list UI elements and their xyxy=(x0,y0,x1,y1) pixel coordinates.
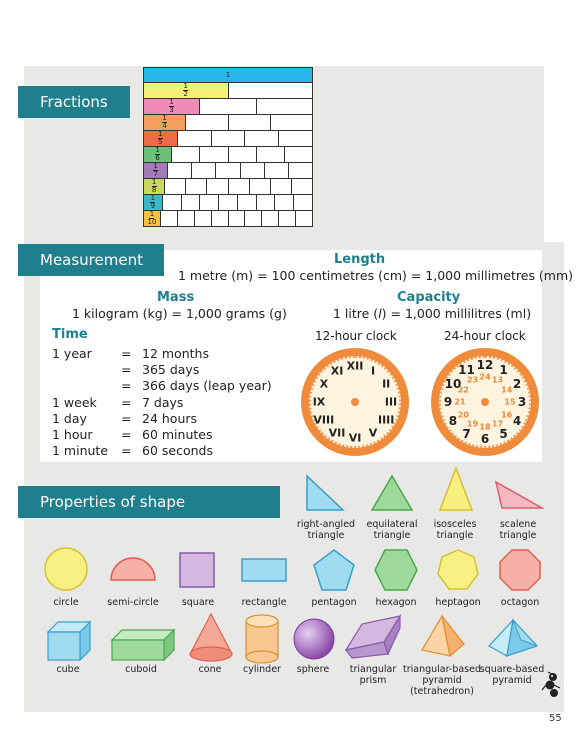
fraction-cell xyxy=(192,163,216,178)
fraction-cell xyxy=(271,115,312,130)
time-eq: = xyxy=(121,378,132,394)
fraction-cell xyxy=(144,83,229,98)
fraction-cell xyxy=(207,179,228,194)
ant-mascot-icon xyxy=(540,672,566,698)
fraction-cell xyxy=(219,195,238,210)
clock-24h-numeral: 21 xyxy=(454,397,466,407)
fraction-row xyxy=(143,83,313,99)
time-value: 60 minutes xyxy=(142,427,213,442)
square-based-pyramid-icon xyxy=(487,618,539,658)
clock-numeral: II xyxy=(382,377,391,391)
clock-24h-numeral: 19 xyxy=(466,419,479,429)
isosceles-triangle-icon xyxy=(436,466,476,512)
scalene-triangle-icon xyxy=(494,480,544,510)
fraction-cell xyxy=(279,211,296,226)
circle-icon xyxy=(43,546,89,592)
solid-label xyxy=(480,664,544,686)
solid-label xyxy=(243,664,281,675)
fraction-cell xyxy=(241,163,265,178)
time-value: 366 days (leap year) xyxy=(142,378,272,394)
fraction-cell xyxy=(200,195,219,210)
clock-24h-numeral: 13 xyxy=(491,375,504,385)
triangle-label-line: triangle xyxy=(373,530,411,541)
fraction-cell xyxy=(229,115,271,130)
time-value: 60 seconds xyxy=(142,443,213,459)
time-unit: 1 minute xyxy=(52,443,109,459)
shape-label-line: heptagon xyxy=(435,597,481,608)
fraction-label: $\frac{1}{3}$ xyxy=(169,98,174,114)
triangular-prism-icon xyxy=(344,614,402,660)
triangle-label-line: right-angled xyxy=(296,519,356,530)
clock-numeral: 3 xyxy=(517,395,527,409)
triangle-label-line: scalene xyxy=(499,519,537,530)
clock-numeral: 8 xyxy=(448,413,458,428)
clock-numeral: III xyxy=(384,395,398,409)
clock-numeral: VI xyxy=(348,431,362,445)
clock-numeral: 2 xyxy=(512,376,522,391)
fraction-cell xyxy=(294,195,312,210)
heptagon-icon xyxy=(436,548,480,592)
triangle-label-line: equilateral xyxy=(366,519,418,530)
solid-label-line: pyramid xyxy=(422,675,462,686)
fraction-row xyxy=(143,115,313,131)
fraction-cell xyxy=(212,211,229,226)
fraction-cell xyxy=(289,163,312,178)
solid-label xyxy=(199,664,222,675)
fraction-label: $\frac{1}{4}$ xyxy=(162,114,167,130)
fraction-cell xyxy=(144,131,178,146)
clock-24h-numeral: 14 xyxy=(501,385,513,394)
shape-label-line: circle xyxy=(53,597,79,608)
time-unit: 1 hour xyxy=(52,427,93,442)
clock-numeral: 6 xyxy=(480,432,490,446)
fraction-cell xyxy=(172,147,200,162)
clock-numeral: VII xyxy=(328,426,346,440)
capacity-text-b: ) = 1,000 millilitres (ml) xyxy=(381,306,532,321)
fraction-cell xyxy=(163,195,182,210)
clock-numeral: VIII xyxy=(313,413,335,427)
fraction-row xyxy=(143,147,313,163)
fraction-label: $\frac{1}{7}$ xyxy=(153,162,158,178)
time-unit: 1 day xyxy=(52,410,87,426)
fraction-cell xyxy=(168,163,192,178)
time-value: 365 days xyxy=(142,362,200,378)
fraction-cell xyxy=(200,99,256,114)
time-heading: Time xyxy=(52,327,88,342)
shape-label xyxy=(182,597,214,608)
shape-label xyxy=(53,597,78,608)
solid-label xyxy=(403,664,481,697)
clock-24h-numeral: 22 xyxy=(457,385,469,394)
square-icon xyxy=(178,551,216,589)
semi-circle-icon xyxy=(109,556,157,582)
solid-label-line: square-based xyxy=(479,664,545,675)
fraction-cell xyxy=(285,147,312,162)
fraction-cell xyxy=(212,131,246,146)
fraction-cell xyxy=(271,179,292,194)
fraction-row xyxy=(143,195,313,211)
fraction-row xyxy=(143,163,313,179)
sphere-icon xyxy=(292,617,336,661)
time-unit: 1 week xyxy=(52,394,97,410)
fraction-cell xyxy=(144,115,186,130)
clock-numeral: 12 xyxy=(476,358,494,372)
fraction-label: $\frac{1}{9}$ xyxy=(150,194,156,210)
triangle-label xyxy=(434,519,477,541)
fraction-cell xyxy=(275,195,294,210)
shape-label xyxy=(242,597,287,608)
length-heading: Length xyxy=(334,252,386,267)
fraction-label: $\frac{1}{10}$ xyxy=(147,210,157,226)
length-text: 1 metre (m) = 100 centimetres (cm) = 1,000 millimetres (mm) xyxy=(178,268,574,283)
octagon-icon xyxy=(498,548,542,592)
clock24-title: 24-hour clock xyxy=(444,329,526,343)
clock-numeral: 5 xyxy=(499,427,508,442)
shape-label-line: semi-circle xyxy=(107,597,159,608)
shapes-title: Properties of shape xyxy=(40,493,186,511)
right-angled-triangle-icon xyxy=(305,474,345,512)
capacity-litre-symbol: l xyxy=(378,306,382,321)
clock-numeral: X xyxy=(319,377,329,391)
clock-24h-numeral: 16 xyxy=(501,410,513,419)
fraction-cell xyxy=(200,147,228,162)
clock-numeral: IIII xyxy=(377,413,395,427)
shape-label xyxy=(435,597,480,608)
fraction-cell xyxy=(265,163,289,178)
time-eq: = xyxy=(121,427,132,442)
fraction-row xyxy=(143,67,313,83)
clock-24h-numeral: 15 xyxy=(504,397,516,407)
mass-heading: Mass xyxy=(157,290,195,305)
time-unit: 1 year xyxy=(52,346,92,361)
fraction-cell xyxy=(144,179,165,194)
fraction-cell xyxy=(229,147,257,162)
solid-label-line: pyramid xyxy=(492,675,532,686)
clock-24h-numeral: 17 xyxy=(491,419,504,429)
solid-label-line: cone xyxy=(198,664,222,675)
fraction-row xyxy=(143,99,313,115)
solid-label-line: cube xyxy=(56,664,80,675)
measurement-title: Measurement xyxy=(40,251,143,269)
clock-numeral: 9 xyxy=(443,395,453,409)
fraction-label: $\frac{1}{5}$ xyxy=(158,130,163,146)
fraction-cell xyxy=(182,195,201,210)
clock-numeral: XI xyxy=(330,364,344,378)
shape-label-line: square xyxy=(181,597,215,608)
pentagon-icon xyxy=(312,548,356,592)
clock-numeral: IX xyxy=(312,395,326,409)
clock-numeral: 1 xyxy=(499,362,508,377)
shape-label xyxy=(107,597,158,608)
capacity-text-a: 1 litre ( xyxy=(333,306,379,321)
solid-label-line: cuboid xyxy=(125,664,157,675)
time-value: 24 hours xyxy=(142,410,198,426)
measurement-banner xyxy=(18,244,164,276)
fraction-cell xyxy=(292,179,312,194)
fraction-cell xyxy=(245,211,262,226)
solid-label-line: (tetrahedron) xyxy=(410,686,474,697)
time-eq: = xyxy=(121,410,132,426)
clock-numeral: XII xyxy=(346,359,364,373)
fractions-banner xyxy=(18,86,130,118)
shape-label-line: rectangle xyxy=(241,597,287,608)
fraction-cell xyxy=(161,211,178,226)
fraction-cell xyxy=(279,131,312,146)
fraction-cell xyxy=(144,163,168,178)
clock-12-hour xyxy=(301,348,409,456)
fraction-cell xyxy=(144,211,161,226)
time-value: 12 months xyxy=(142,346,209,361)
clock12-title: 12-hour clock xyxy=(315,329,397,343)
fraction-cell xyxy=(229,179,250,194)
solid-label xyxy=(297,664,329,675)
time-eq: = xyxy=(121,346,132,361)
fractions-title: Fractions xyxy=(40,93,108,111)
fraction-cell xyxy=(144,147,172,162)
fraction-cell xyxy=(257,147,285,162)
triangle-label-line: triangle xyxy=(499,530,537,541)
solid-label-line: prism xyxy=(359,675,387,686)
shape-label xyxy=(375,597,416,608)
fraction-cell xyxy=(144,99,200,114)
triangle-label-line: isosceles xyxy=(433,519,477,530)
capacity-heading: Capacity xyxy=(397,290,461,305)
clock-numeral: 4 xyxy=(512,413,522,428)
tetrahedron-icon xyxy=(420,614,466,658)
clock-numeral: 10 xyxy=(444,376,462,391)
clock-numeral: V xyxy=(368,426,378,440)
fraction-cell xyxy=(262,211,279,226)
fraction-cell xyxy=(178,211,195,226)
solid-label-line: sphere xyxy=(296,664,330,675)
fraction-label: $\frac{1}{6}$ xyxy=(155,146,160,162)
solid-label-line: triangular-based xyxy=(402,664,482,675)
fraction-cell xyxy=(245,131,279,146)
clock-24h-numeral: 24 xyxy=(479,372,491,382)
solid-label-line: triangular xyxy=(349,664,397,675)
solid-label xyxy=(125,664,157,675)
clock-24h-numeral: 18 xyxy=(479,422,491,432)
shape-label xyxy=(501,597,539,608)
fraction-cell xyxy=(257,99,312,114)
clock-24h-numeral: 23 xyxy=(466,375,479,385)
solid-label xyxy=(350,664,397,686)
triangle-label-line: triangle xyxy=(307,530,345,541)
mass-text: 1 kilogram (kg) = 1,000 grams (g) xyxy=(72,306,287,321)
capacity-text xyxy=(333,306,531,321)
page-number: 55 xyxy=(549,713,562,724)
rectangle-icon xyxy=(240,557,288,583)
clock-24-hour xyxy=(431,348,539,456)
fraction-row xyxy=(143,131,313,147)
fraction-cell xyxy=(257,195,276,210)
clock-numeral: I xyxy=(370,364,376,378)
clock-numeral: 7 xyxy=(462,427,471,442)
fraction-cell xyxy=(165,179,186,194)
shapes-banner xyxy=(18,486,280,518)
fraction-label: $\frac{1}{2}$ xyxy=(183,82,188,98)
cuboid-icon xyxy=(110,628,176,662)
clock-numeral: 11 xyxy=(458,362,475,377)
solid-label xyxy=(56,664,79,675)
fraction-cell xyxy=(238,195,257,210)
shape-label-line: hexagon xyxy=(375,597,417,608)
fraction-row xyxy=(143,179,313,195)
fraction-label: $\frac{1}{8}$ xyxy=(151,178,157,194)
cube-icon xyxy=(46,620,92,662)
fraction-cell xyxy=(144,195,163,210)
fraction-cell xyxy=(178,131,212,146)
fraction-cell xyxy=(186,115,228,130)
shape-label xyxy=(311,597,356,608)
cone-icon xyxy=(188,612,234,664)
triangle-label xyxy=(367,519,418,541)
solid-label-line: cylinder xyxy=(243,664,281,675)
fraction-cell xyxy=(186,179,207,194)
time-eq: = xyxy=(121,362,132,378)
fraction-cell xyxy=(296,211,312,226)
fraction-cell xyxy=(229,83,313,98)
hexagon-icon xyxy=(373,548,419,592)
triangle-label xyxy=(500,519,537,541)
fraction-cell xyxy=(216,163,240,178)
fraction-cell xyxy=(229,211,246,226)
time-value: 7 days xyxy=(142,394,184,410)
equilateral-triangle-icon xyxy=(370,474,414,512)
time-eq: = xyxy=(121,394,132,410)
fraction-row xyxy=(143,211,313,227)
fraction-cell: 1 xyxy=(144,68,312,82)
shape-label-line: octagon xyxy=(500,597,540,608)
time-eq: = xyxy=(121,443,132,459)
triangle-label-line: triangle xyxy=(436,530,474,541)
fraction-cell xyxy=(195,211,212,226)
shape-label-line: pentagon xyxy=(311,597,357,608)
fraction-cell xyxy=(250,179,271,194)
triangle-label xyxy=(297,519,355,541)
clock-24h-numeral: 20 xyxy=(457,410,469,419)
cylinder-icon xyxy=(244,614,280,664)
